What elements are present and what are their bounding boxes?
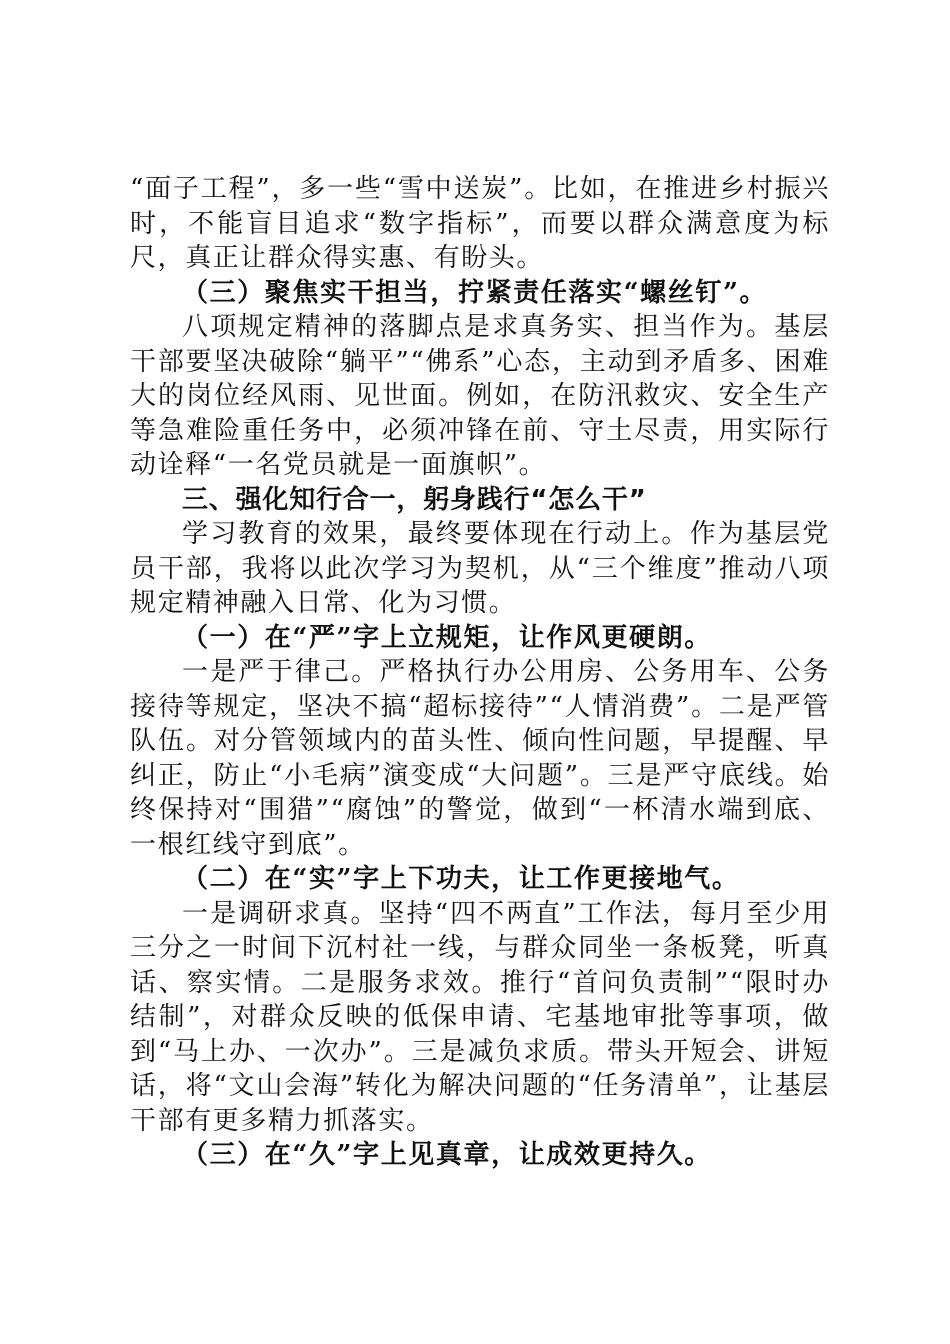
- body-paragraph: 一是严于律己。严格执行办公用房、公务用车、公务接待等规定，坚决不搞“超标接待”“人情消费”。二是严管队伍。对分管领域内的苗头性、倾向性问题，早提醒、早纠正，防止“小毛病”演变成“大问题”。三是严守底线。始终保持对“围猎”“腐蚀”的警觉，做到“一杯清水端到底、一根红线守到底”。: [130, 657, 830, 860]
- body-paragraph: 八项规定精神的落脚点是求真务实、担当作为。基层干部要坚决破除“躺平”“佛系”心态，主动到矛盾多、困难大的岗位经风雨、见世面。例如，在防汛救灾、安全生产等急难险重任务中，必须冲锋在前、守土尽责，用实际行动诠释“一名党员就是一面旗帜”。: [130, 312, 830, 480]
- section-heading: 三、强化知行合一，躬身践行“怎么干”: [182, 484, 647, 515]
- body-paragraph: 学习教育的效果，最终要体现在行动上。作为基层党员干部，我将以此次学习为契机，从“三个维度”推动八项规定精神融入日常、化为习惯。: [130, 519, 830, 618]
- body-paragraph: “面子工程”，多一些“雪中送炭”。比如，在推进乡村振兴时，不能盲目追求“数字指标”，而要以群众满意度为标尺，真正让群众得实惠、有盼头。: [130, 174, 830, 273]
- subheading: （二）在“实”字上下功夫，让工作更接地气。: [182, 864, 740, 894]
- subheading: （三）聚焦实干担当，拧紧责任落实“螺丝钉”。: [182, 277, 768, 308]
- body-paragraph: 一是调研求真。坚持“四不两直”工作法，每月至少用三分之一时间下沉村社一线，与群众同坐一条板凳，听真话、察实情。二是服务求效。推行“首问负责制”“限时办结制”，对群众反映的低保申请、宅基地审批等事项，做到“马上办、一次办”。三是减负求质。带头开短会、讲短话，将“文山会海”转化为解决问题的“任务清单”，让基层干部有更多精力抓落实。: [130, 898, 830, 1136]
- subheading: （三）在“久”字上见真章，让成效更持久。: [182, 1140, 712, 1170]
- document-body: [130, 172, 830, 1173]
- subheading: （一）在“严”字上立规矩，让作风更硬朗。: [182, 622, 712, 653]
